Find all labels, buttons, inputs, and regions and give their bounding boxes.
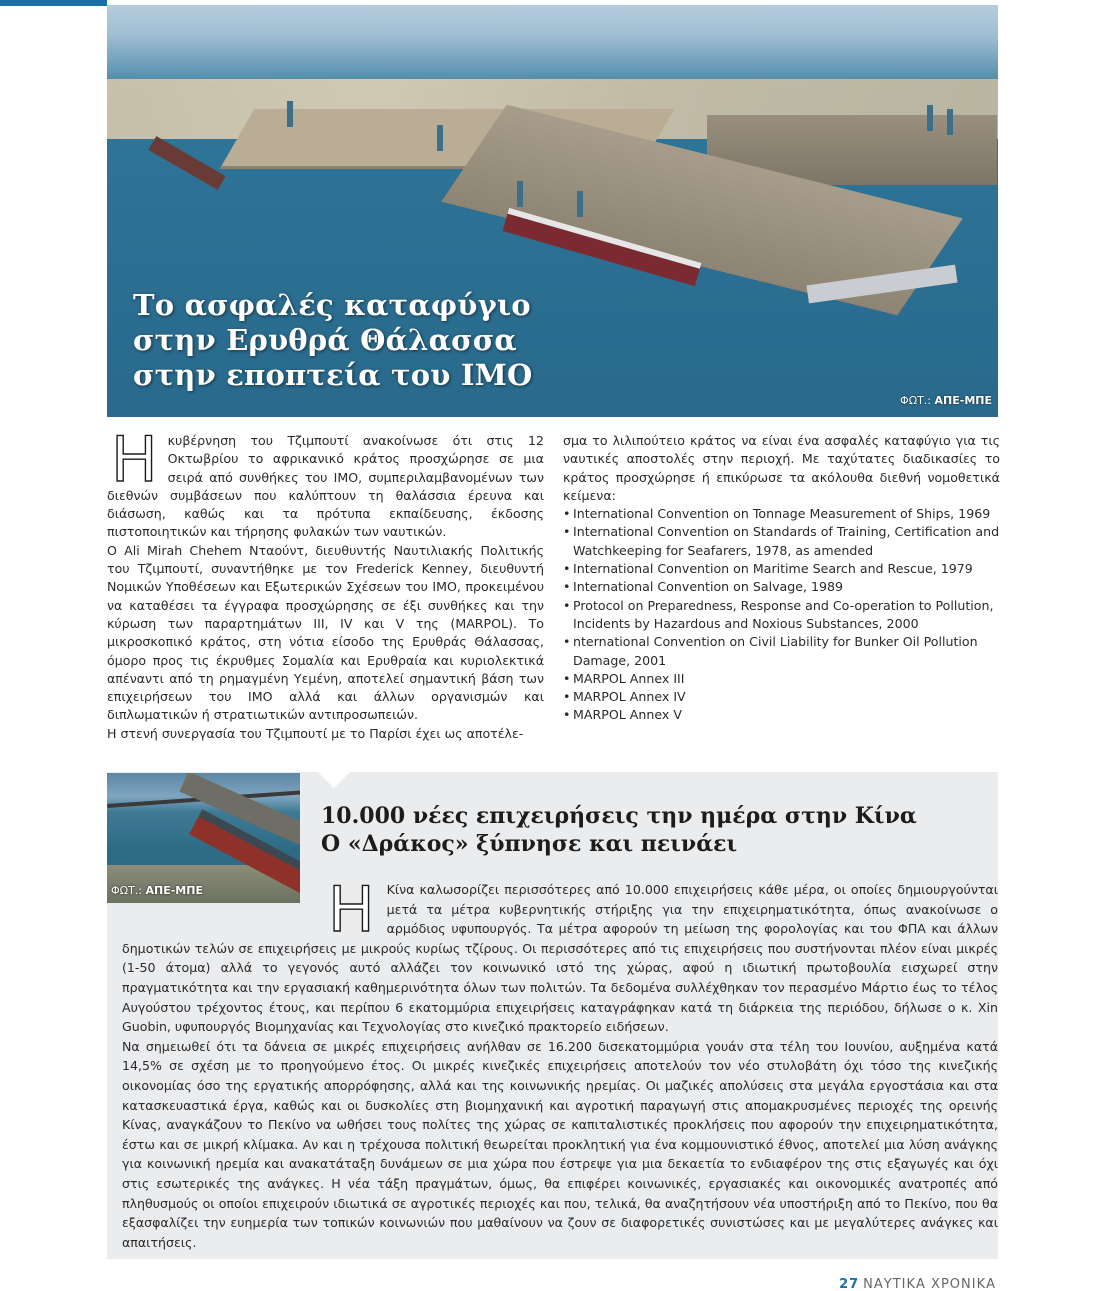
dropcap: Η	[111, 423, 158, 496]
article1-paragraph-3-end: σμα το λιλιπούτειο κράτος να είναι ένα ασφαλές καταφύγιο για τις ναυτικές αποστολές στην περιοχή. Με ταχύτατες διαδικασίες το κράτος προσχώρησε ή επικύρωσε τα ακόλουθα διεθνή νομοθετικά κείμενα:	[563, 433, 1000, 503]
conventions-list	[563, 505, 1000, 725]
list-item: • MARPOL Annex IV	[563, 688, 1000, 706]
article1-column-right	[563, 432, 1000, 725]
article2-body	[122, 873, 998, 1252]
article1-column-left	[107, 423, 544, 743]
title-line: Το ασφαλές καταφύγιο	[133, 288, 531, 322]
page-number: 27	[839, 1277, 860, 1291]
dropcap: Η	[328, 873, 375, 946]
box-notch	[318, 772, 350, 788]
title-line: 10.000 νέες επιχειρήσεις την ημέρα στην Κίνα	[321, 803, 917, 829]
article1-paragraph-3-start: Η στενή συνεργασία του Τζιμπουτί με το Παρίσι έχει ως αποτέλε-	[107, 725, 524, 741]
article2-paragraph-2: Να σημειωθεί ότι τα δάνεια σε μικρές επιχειρήσεις ανήλθαν σε 16.200 δισεκατομμύρια γουάν στα τέλη του Ιουνίου, αυξημένα κατά 14,5% σε σχέση με το προηγούμενο έτος. Οι μικρές κινεζικές επιχειρήσεις αποτελούν τον νέο στυλοβάτη όχι τόσο της κινεζικής οικονομίας όσο της εργατικής απορρόφησης, αλλά και της κοινωνικής ηρεμίας. Οι μαζικές απολύσεις στα μεγάλα εργοστάσια και στα κατασκευαστικά έργα, καθώς και οι δυσκολίες στη βιομηχανική και αγροτική παραγωγή στις απομακρυσμένες περιοχές της ορεινής Κίνας, αναγκάζουν το Πεκίνο να ωθήσει τους πολίτες της χώρας σε καπιταλιστικές προκλήσεις που αφορούν την επιχειρηματικότητα, έστω και σε μικρή κλίμακα. Αν και η τρέχουσα πολιτική θεωρείται προκλητική για ένα κομμουνιστικό έθνος, αποτελεί μια λύση ανάγκης για κοινωνική ηρεμία και ανακατάταξη δυνάμεων σε μια χώρα που έστρεψε για μια δεκαετία το ενδιαφέρον της στις εξαγωγές και όχι στις εσωτερικές της ανάγκες. Η νέα τάξη πραγμάτων, όμως, θα επιφέρει κοινωνικές, εργασιακές και οικονομικές ανατροπές από πληθυσμούς οι οποίοι επιχειρούν ιδιωτικά σε αγροτικές περιοχές και που, τελικά, θα αναζητήσουν νέα υποστήριξη από το Πεκίνο, που θα εξασφαλίζει την ευημερία των τοπικών κοινωνιών που μαθαίνουν να ζουν σε διαφορετικές συνιστώσες και με μεγαλύτερες ανάγκες και απαιτήσεις.	[122, 1038, 998, 1250]
article1-title	[133, 288, 593, 393]
list-item: • International Convention on Maritime Search and Rescue, 1979	[563, 560, 1000, 578]
list-item: • International Convention on Standards of Training, Certification and Watchkeeping for Seafarers, 1978, as amended	[563, 523, 1000, 560]
list-item: • nternational Convention on Civil Liability for Bunker Oil Pollution Damage, 2001	[563, 633, 1000, 670]
article1-paragraph-2: Ο Ali Mirah Chehem Νταούντ, διευθυντής Ναυτιλιακής Πολιτικής του Τζιμπουτί, συναντήθηκε με τον Frederick Kenney, διευθυντή Νομικών Υποθέσεων και Εξωτερικών Σχέσεων του ΙΜΟ, προκειμένου να καταθέσει τα έγγραφα προσχώρησης σε έξι συνθήκες και την κύρωση των παραρτημάτων ΙΙΙ, IV και V της (MARPOL). Το μικροσκοπικό κράτος, στη νότια είσοδο της Ερυθράς Θάλασσας, όμορο προς τις έκρυθμες Σομαλία και Ερυθραία και κυριολεκτικά απέναντι από τη ρημαγμένη Υεμένη, αποτελεί σημαντική βάση των επιχειρήσεων του ΙΜΟ αλλά και άλλων οργανισμών και διπλωματικών ή στρατιωτικών αντιπροσωπειών.	[107, 542, 544, 723]
photo-credit: ΦΩΤ.: ΑΠΕ-ΜΠΕ	[111, 884, 203, 897]
page-footer	[839, 1277, 996, 1291]
corner-tab	[0, 0, 107, 6]
article2-paragraph-1: Η Κίνα καλωσορίζει περισσότερες από 10.000 επιχειρήσεις κάθε μέρα, οι οποίες δημιουργούνται μετά τα μέτρα κυβερνητικής στήριξης για την επιχειρηματικότητα, όπως ανακοίνωσε ο αρμόδιος υφυπουργός. Τα μέτρα αφορούν τη μείωση της φορολογίας και του ΦΠΑ και άλλων δημοτικών τελών σε επιχειρήσεις με μικρούς κυρίως τζίρους. Οι περισσότερες από τις επιχειρήσεις που συστήνονται πλέον είναι μικρές (1-50 άτομα) αλλά το γεγονός αυτό αλλάζει τον κοινωνικό ιστό της χώρας, αφού η ιδιωτική πρωτοβουλία εισχωρεί στην πραγματικότητα και την εργασιακή καθημερινότητα όλων των πολιτών. Τα δεδομένα συλλέχθηκαν τον περασμένο Μάρτιο έως το τέλος Αυγούστου τρέχοντος έτους, και περίπου 6 εκατομμύρια επιχειρήσεις καταγράφηκαν κατά τη διάρκεια της περιόδου, δήλωσε ο κ. Xin Guobin, υφυπουργός Βιομηχανίας και Τεχνολογίας στο κινεζικό πρακτορείο ειδήσεων.	[122, 873, 998, 1035]
title-line: στην εποπτεία του ΙΜΟ	[133, 358, 533, 392]
photo-credit: ΦΩΤ.: ΑΠΕ-ΜΠΕ	[900, 394, 992, 407]
list-item: • MARPOL Annex V	[563, 706, 1000, 724]
magazine-name: ΝΑΥΤΙΚΑ ΧΡΟΝΙΚΑ	[863, 1277, 996, 1291]
list-item: • International Convention on Salvage, 1989	[563, 578, 1000, 596]
list-item: • Protocol on Preparedness, Response and Co-operation to Pollution, Incidents by Hazardous and Noxious Substances, 2000	[563, 597, 1000, 634]
list-item: • MARPOL Annex III	[563, 670, 1000, 688]
list-item: • International Convention on Tonnage Measurement of Ships, 1969	[563, 505, 1000, 523]
title-line: Ο «Δράκος» ξύπνησε και πεινάει	[321, 831, 738, 857]
title-line: στην Ερυθρά Θάλασσα	[133, 323, 517, 357]
article2-title	[321, 802, 991, 858]
article1-paragraph-1: Η κυβέρνηση του Τζιμπουτί ανακοίνωσε ότι στις 12 Οκτωβρίου το αφρικανικό κράτος προσχώρησε σε μια σειρά από συνθήκες του ΙΜΟ, συμπεριλαμβανομένων των διεθνών συμβάσεων που καλύπτουν τη θαλάσσια έρευνα και διάσωση, καθώς και τα πρότυπα εκπαίδευσης, έκδοσης πιστοποιητικών και τήρησης φυλακών των ναυτικών.	[107, 423, 544, 540]
